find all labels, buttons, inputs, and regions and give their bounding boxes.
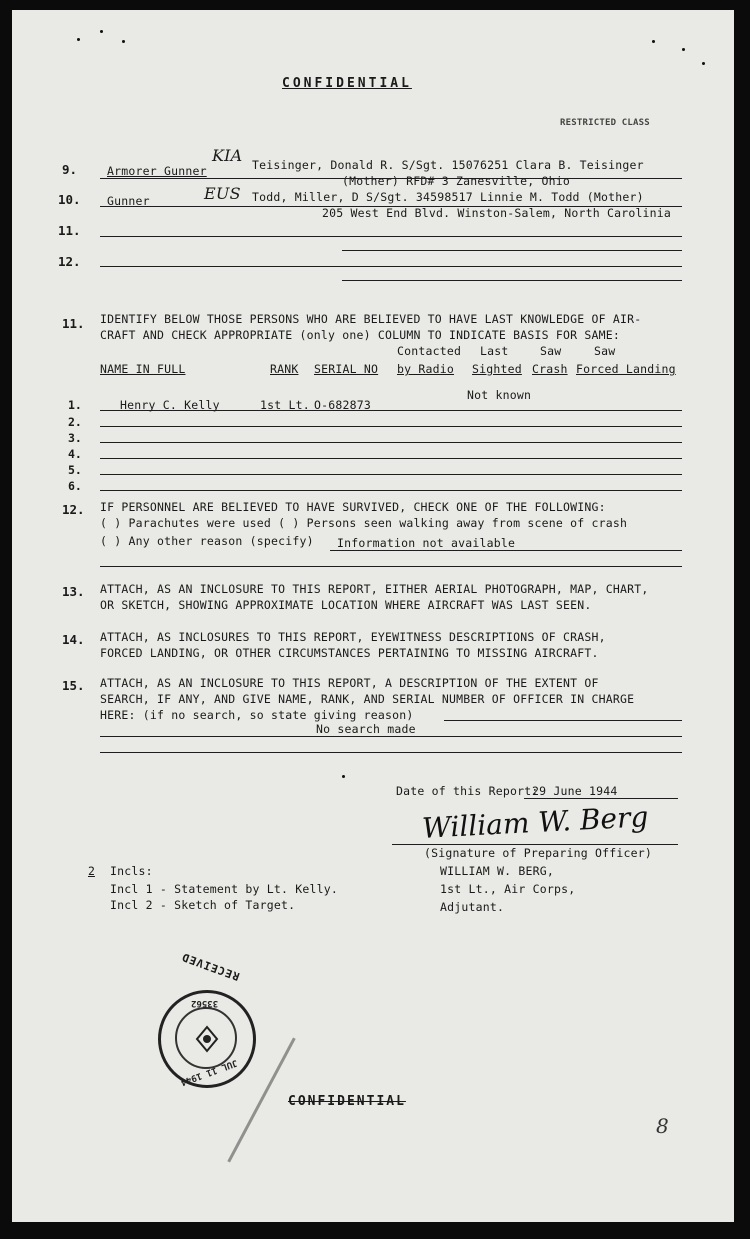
witness-name: Henry C. Kelly — [120, 398, 220, 412]
form-line — [330, 550, 682, 551]
column-header: Contacted — [397, 344, 462, 358]
form-line — [100, 426, 682, 427]
speck — [652, 40, 655, 43]
document-page — [12, 10, 734, 1222]
form-line — [100, 752, 682, 753]
section-number: 15. — [62, 678, 85, 693]
column-header-name: NAME IN FULL — [100, 362, 186, 376]
footer-classification: CONFIDENTIAL — [288, 1094, 406, 1109]
witness-rank: 1st Lt. — [260, 398, 310, 412]
crew-row-number: 10. — [58, 192, 81, 207]
section-text: ( ) Parachutes were used ( ) Persons seen walking away from scene of crash — [100, 516, 628, 530]
section-text: HERE: (if no search, so state giving reason) — [100, 708, 414, 722]
column-header: Saw — [540, 344, 562, 358]
report-date: 29 June 1944 — [532, 784, 618, 798]
column-header-forced-landing: Forced Landing — [576, 362, 676, 376]
form-line — [100, 178, 682, 179]
section-text: ATTACH, AS AN INCLOSURE TO THIS REPORT, EITHER AERIAL PHOTOGRAPH, MAP, CHART, — [100, 582, 649, 596]
signature-line — [392, 844, 678, 845]
crew-row-number: 9. — [62, 162, 78, 177]
crew-position: Gunner — [107, 194, 150, 208]
section-text: CRAFT AND CHECK APPROPRIATE (only one) COLUMN TO INDICATE BASIS FOR SAME: — [100, 328, 621, 342]
speck — [77, 38, 80, 41]
speck — [122, 40, 125, 43]
section-number: 13. — [62, 584, 85, 599]
form-line — [100, 474, 682, 475]
form-line — [100, 410, 682, 411]
received-stamp — [158, 990, 256, 1088]
section-text: SEARCH, IF ANY, AND GIVE NAME, RANK, AND SERIAL NUMBER OF OFFICER IN CHARGE — [100, 692, 635, 706]
form-line — [100, 490, 682, 491]
row-number: 4. — [68, 447, 82, 461]
form-line — [342, 280, 682, 281]
form-line — [100, 266, 682, 267]
section-text: ATTACH, AS INCLOSURES TO THIS REPORT, EYEWITNESS DESCRIPTIONS OF CRASH, — [100, 630, 606, 644]
column-header-radio: by Radio — [397, 362, 454, 376]
inclosure-count-value: 2 — [88, 864, 95, 878]
section-text: IDENTIFY BELOW THOSE PERSONS WHO ARE BELIEVED TO HAVE LAST KNOWLEDGE OF AIR- — [100, 312, 642, 326]
form-line — [444, 720, 682, 721]
column-header-rank: RANK — [270, 362, 299, 376]
column-header-crash: Crash — [532, 362, 568, 376]
page-title: CONFIDENTIAL — [282, 76, 412, 91]
form-line — [100, 566, 682, 567]
crew-entry: Teisinger, Donald R. S/Sgt. 15076251 Clara B. Teisinger — [252, 158, 644, 172]
section-number: 11. — [62, 316, 85, 331]
row-number: 6. — [68, 479, 82, 493]
stamp-date: JUL 11 1944 — [179, 1057, 239, 1087]
form-line — [342, 250, 682, 251]
eagle-emblem-icon — [192, 1024, 222, 1054]
crew-entry-address: (Mother) RFD# 3 Zanesville, Ohio — [342, 174, 570, 188]
row-number: 3. — [68, 431, 82, 445]
officer-signature: William W. Berg — [421, 800, 650, 845]
section-number: 14. — [62, 632, 85, 647]
form-line — [100, 206, 682, 207]
section-text: ( ) Any other reason (specify) — [100, 534, 314, 548]
received-stamp-label: RECEIVED — [179, 949, 242, 984]
form-line — [100, 442, 682, 443]
column-header-serial: SERIAL NO — [314, 362, 379, 376]
section-number: 12. — [62, 502, 85, 517]
section-text: IF PERSONNEL ARE BELIEVED TO HAVE SURVIVED, CHECK ONE OF THE FOLLOWING: — [100, 500, 606, 514]
crew-position: Armorer Gunner — [107, 164, 207, 178]
witness-serial: O-682873 — [314, 398, 371, 412]
answer-text: Information not available — [337, 536, 516, 550]
row-number: 1. — [68, 398, 82, 412]
inclosure-label: Incls: — [110, 864, 153, 878]
inclosure-item: Incl 1 - Statement by Lt. Kelly. — [110, 882, 338, 896]
page-number: 8 — [656, 1114, 669, 1138]
form-line — [100, 736, 682, 737]
crew-entry: Todd, Miller, D S/Sgt. 34598517 Linnie M. Todd (Mother) — [252, 190, 644, 204]
row-number: 2. — [68, 415, 82, 429]
section-text: OR SKETCH, SHOWING APPROXIMATE LOCATION WHERE AIRCRAFT WAS LAST SEEN. — [100, 598, 592, 612]
report-date-label: Date of this Report: — [396, 784, 539, 798]
officer-title: Adjutant. — [440, 900, 505, 914]
stamp-numbers: 33562 — [191, 998, 219, 1008]
speck — [702, 62, 705, 65]
column-header-sighted: Sighted — [472, 362, 522, 376]
form-line — [524, 798, 678, 799]
section-text: ATTACH, AS AN INCLOSURE TO THIS REPORT, A DESCRIPTION OF THE EXTENT OF — [100, 676, 599, 690]
officer-rank: 1st Lt., Air Corps, — [440, 882, 576, 896]
column-header: Last — [480, 344, 509, 358]
speck — [342, 775, 345, 778]
inclosure-count — [74, 864, 95, 878]
answer-text: No search made — [316, 722, 416, 736]
witness-note: Not known — [467, 388, 532, 402]
classification-stamp: RESTRICTED CLASS — [560, 118, 650, 128]
speck — [682, 48, 685, 51]
handwritten-note: KIA — [212, 146, 243, 165]
form-line — [100, 458, 682, 459]
handwritten-note: EUS — [204, 184, 241, 203]
crew-row-number: 11. — [58, 223, 81, 238]
crew-entry-address: 205 West End Blvd. Winston-Salem, North Carolinia — [322, 206, 672, 220]
form-line — [100, 236, 682, 237]
signature-caption: (Signature of Preparing Officer) — [424, 846, 652, 860]
row-number: 5. — [68, 463, 82, 477]
crew-row-number: 12. — [58, 254, 81, 269]
inclosure-item: Incl 2 - Sketch of Target. — [110, 898, 296, 912]
column-header: Saw — [594, 344, 616, 358]
officer-name: WILLIAM W. BERG, — [440, 864, 554, 878]
section-text: FORCED LANDING, OR OTHER CIRCUMSTANCES PERTAINING TO MISSING AIRCRAFT. — [100, 646, 599, 660]
speck — [100, 30, 103, 33]
